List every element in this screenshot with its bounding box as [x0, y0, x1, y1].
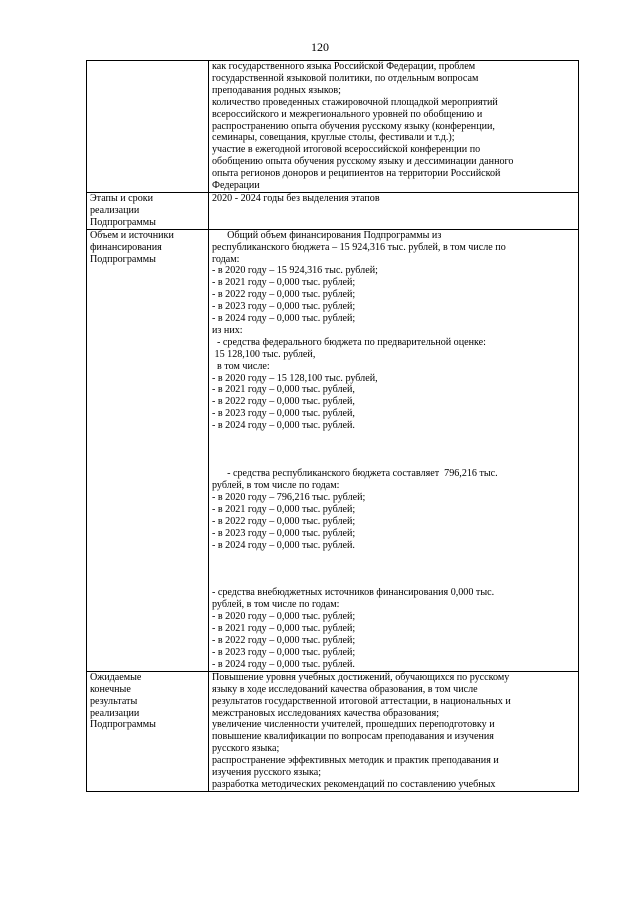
- text-line: - в 2024 году – 0,000 тыс. рублей.: [212, 658, 355, 670]
- text-line: - в 2021 году – 0,000 тыс. рублей;: [212, 277, 356, 289]
- text-line: Повышение уровня учебных достижений, обучающихся по русскому: [212, 671, 510, 683]
- text-line: республиканского бюджета – 15 924,316 тыс. рублей, в том числе по: [212, 241, 506, 253]
- row-label-cell: [87, 61, 209, 193]
- table-row-indicators: [87, 61, 579, 193]
- text-line: количество проведенных стажировочной площадкой мероприятий: [212, 96, 498, 108]
- row-content-cell: [209, 192, 579, 229]
- table-row-stages: [87, 192, 579, 229]
- text-line: - в 2020 году – 796,216 тыс. рублей;: [212, 491, 366, 503]
- text-line: языку в ходе исследований качества образования, в том числе: [212, 683, 478, 695]
- row-label-cell: [87, 192, 209, 229]
- row-content-cell: [209, 61, 579, 193]
- subprogram-passport-table: [86, 60, 579, 792]
- text-line: - в 2022 году – 0,000 тыс. рублей,: [212, 396, 355, 408]
- table-row-results: [87, 671, 579, 791]
- text-line: преподавания родных языков;: [212, 84, 341, 96]
- text-line: опыта регионов доноров и реципиентов на территории Российской: [212, 168, 501, 180]
- text-line: - средства республиканского бюджета составляет 796,216 тыс.: [212, 468, 498, 480]
- row-content-cell: [209, 229, 579, 671]
- text-line: результаты: [90, 695, 138, 707]
- text-line: реализации: [90, 204, 140, 216]
- text-line: государственной языковой политики, по отдельным вопросам: [212, 72, 479, 84]
- text-line: - в 2023 году – 0,000 тыс. рублей,: [212, 408, 355, 420]
- text-line: конечные: [90, 683, 131, 695]
- text-line: в том числе:: [212, 360, 270, 372]
- text-line: Объем и источники: [90, 229, 174, 241]
- text-line: - в 2021 году – 0,000 тыс. рублей,: [212, 384, 355, 396]
- text-line: - в 2021 году – 0,000 тыс. рублей;: [212, 623, 356, 635]
- text-line: распространению опыта обучения русскому языку (конференции,: [212, 120, 495, 132]
- text-line: Ожидаемые: [90, 671, 142, 683]
- row-label-cell: [87, 671, 209, 791]
- text-line: - в 2022 году – 0,000 тыс. рублей;: [212, 635, 356, 647]
- text-line: - в 2024 году – 0,000 тыс. рублей.: [212, 539, 355, 551]
- text-line: - в 2023 году – 0,000 тыс. рублей;: [212, 527, 356, 539]
- text-line: реализации: [90, 707, 140, 719]
- text-line: - в 2023 году – 0,000 тыс. рублей;: [212, 301, 356, 313]
- funding-total-block: [212, 230, 576, 432]
- text-line: - в 2024 году – 0,000 тыс. рублей;: [212, 313, 356, 325]
- page-number: 120: [311, 40, 329, 54]
- text-line: - в 2023 году – 0,000 тыс. рублей;: [212, 646, 356, 658]
- text-line: Подпрограммы: [90, 253, 156, 265]
- text-line: 2020 - 2024 годы без выделения этапов: [212, 192, 380, 204]
- text-line: увеличение численности учителей, прошедших переподготовку и: [212, 719, 495, 731]
- text-line: - в 2020 году – 0,000 тыс. рублей;: [212, 611, 356, 623]
- text-line: изучения русского языка;: [212, 767, 322, 779]
- text-line: - в 2022 году – 0,000 тыс. рублей;: [212, 515, 356, 527]
- funding-republican-block: [212, 468, 576, 551]
- text-line: всероссийского и межрегионального уровней по обобщению и: [212, 108, 483, 120]
- text-line: Этапы и сроки: [90, 192, 154, 204]
- text-line: из них:: [212, 324, 243, 336]
- text-line: - в 2020 году – 15 128,100 тыс. рублей,: [212, 372, 378, 384]
- text-line: разработка методических рекомендаций по составлению учебных: [212, 778, 496, 790]
- text-line: как государственного языка Российской Федерации, проблем: [212, 61, 476, 72]
- text-line: Подпрограммы: [90, 719, 156, 731]
- text-line: - в 2024 году – 0,000 тыс. рублей.: [212, 420, 355, 432]
- text-line: участие в ежегодной итоговой всероссийской конференции по: [212, 144, 481, 156]
- text-line: - в 2020 году – 15 924,316 тыс. рублей;: [212, 265, 378, 277]
- text-line: - средства федерального бюджета по предварительной оценке:: [212, 336, 486, 348]
- text-line: результатов государственной итоговой аттестации, в национальных и: [212, 695, 511, 707]
- text-line: - в 2021 году – 0,000 тыс. рублей;: [212, 503, 356, 515]
- text-line: Федерации: [212, 180, 260, 192]
- text-line: семинары, совещания, круглые столы, фестивали и т.д.);: [212, 132, 455, 144]
- text-line: годам:: [212, 253, 240, 265]
- text-line: - средства внебюджетных источников финансирования 0,000 тыс.: [212, 587, 495, 599]
- table-row-funding: [87, 229, 579, 671]
- text-line: межстрановых исследованиях качества образования;: [212, 707, 440, 719]
- text-line: распространение эффективных методик и практик преподавания и: [212, 755, 499, 767]
- text-line: обобщению опыта обучения русскому языку и дессиминации данного: [212, 156, 514, 168]
- text-line: русского языка;: [212, 743, 280, 755]
- text-line: рублей, в том числе по годам:: [212, 480, 340, 491]
- text-line: финансирования: [90, 241, 162, 253]
- row-content-cell: [209, 671, 579, 791]
- text-line: 15 128,100 тыс. рублей,: [212, 348, 316, 360]
- text-line: - в 2022 году – 0,000 тыс. рублей;: [212, 289, 356, 301]
- text-line: Подпрограммы: [90, 216, 156, 228]
- text-line: повышение квалификации по вопросам преподавания и изучения: [212, 731, 494, 743]
- funding-extrabudgetary-block: [212, 587, 576, 670]
- text-line: рублей, в том числе по годам:: [212, 599, 340, 611]
- text-line: Общий объем финансирования Подпрограммы из: [212, 229, 442, 241]
- row-label-cell: [87, 229, 209, 671]
